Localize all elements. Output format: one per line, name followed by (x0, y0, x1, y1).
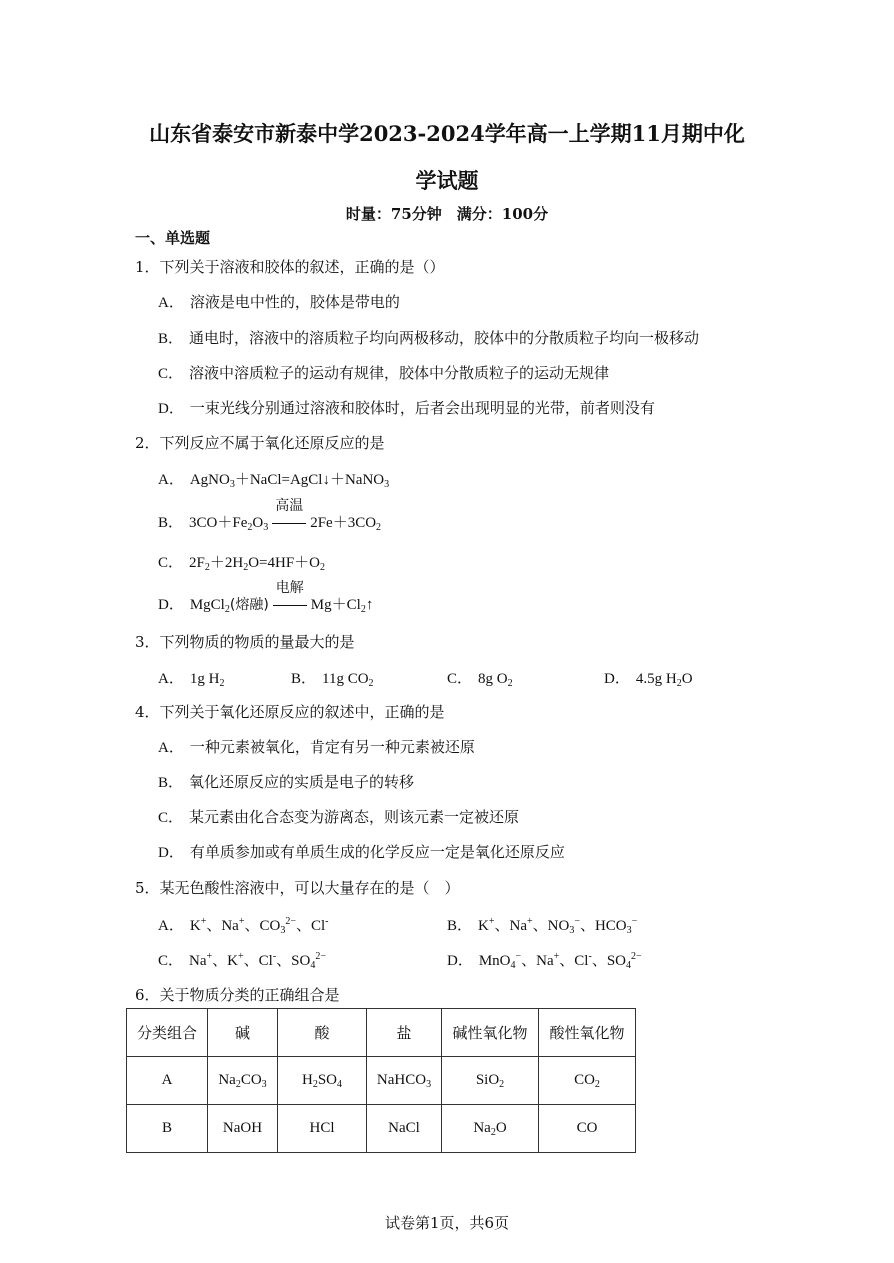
question-2-stem: 2．下列反应不属于氧化还原反应的是 (135, 434, 385, 452)
exam-meta: 时量：75分钟 满分：100分 (345, 205, 549, 223)
table-cell: $Na_2O$ (442, 1105, 539, 1153)
condition-high-temp: 高温 (272, 513, 306, 531)
question-3-stem: 3．下列物质的物质的量最大的是 (135, 633, 355, 651)
question-1-option-a: A． 溶液是电中性的，胶体是带电的 (158, 293, 400, 311)
table-cell: CO (539, 1105, 636, 1153)
table-cell: B (127, 1105, 208, 1153)
exam-title-line1: 山东省泰安市新泰中学2023-2024学年高一上学期11月期中化 (149, 121, 745, 146)
table-header-row (127, 1009, 636, 1057)
table-header-cell: 碱性氧化物 (442, 1009, 539, 1057)
exam-title-line2: 学试题 (415, 168, 479, 193)
page-footer: 试卷第1页，共6页 (384, 1214, 510, 1232)
section-heading: 一、单选题 (135, 229, 211, 247)
question-1-option-b: B． 通电时，溶液中的溶质粒子均向两极移动，胶体中的分散质粒子均向一极移动 (158, 329, 700, 347)
table-cell: NaOH (208, 1105, 278, 1153)
table-header-cell: 盐 (367, 1009, 442, 1057)
question-4-option-b: B． 氧化还原反应的实质是电子的转移 (158, 773, 415, 791)
table-cell: NaCl (367, 1105, 442, 1153)
table-cell: $H_2SO_4$ (278, 1057, 367, 1105)
table-row (127, 1105, 636, 1153)
table-cell: HCl (278, 1105, 367, 1153)
table-cell: $Na_2CO_3$ (208, 1057, 278, 1105)
table-header-cell: 酸 (278, 1009, 367, 1057)
table-header-cell: 碱 (208, 1009, 278, 1057)
question-5-option-d: D． MnO$_4$−、Na+、Cl-、$SO_4^{2-}$ (447, 951, 642, 971)
question-2-option-d: D． MgCl$_2$(熔融) 电解 $Mg+Cl_2↑$ (158, 580, 374, 615)
question-3-option-c: C． 8g $O_2$ (447, 671, 513, 689)
question-1-option-c: C． 溶液中溶质粒子的运动有规律，胶体中分散质粒子的运动无规律 (158, 364, 610, 382)
question-3-option-d: D． 4.5g $H_2O$ (604, 671, 693, 689)
question-4-option-a: A． 一种元素被氧化，肯定有另一种元素被还原 (158, 738, 475, 756)
table-header-cell: 分类组合 (127, 1009, 208, 1057)
question-1-stem: 1．下列关于溶液和胶体的叙述，正确的是（） (135, 258, 445, 276)
question-2-option-a: A． AgNO$_3$＋NaCl=AgCl↓＋NaNO$_3$ (158, 472, 390, 490)
table-row (127, 1057, 636, 1105)
question-1-option-d: D． 一束光线分别通过溶液和胶体时，后者会出现明显的光带，前者则没有 (158, 399, 655, 417)
question-2-option-b: B． $3CO+Fe_2O_3$ 高温 $2Fe+3CO_2$ (158, 498, 382, 533)
question-2-option-c: C． $2F_2+2H_2O=4HF+O_2$ (158, 555, 326, 573)
question-3-option-a: A． 1g $H_2$ (158, 671, 225, 689)
classification-table (126, 1008, 636, 1153)
table-header-cell: 酸性氧化物 (539, 1009, 636, 1057)
table-cell: A (127, 1057, 208, 1105)
question-5-option-b: B． K+、Na+、$NO_3^-$、$HCO_3^-$ (447, 916, 638, 936)
question-4-option-c: C． 某元素由化合态变为游离态，则该元素一定被还原 (158, 808, 520, 826)
table-cell: NaHCO$_3$ (367, 1057, 442, 1105)
question-5-option-c: C． Na+、K+、Cl-、$SO_4^{2-}$ (158, 951, 326, 971)
question-5-stem: 5．某无色酸性溶液中，可以大量存在的是（ ） (135, 879, 460, 897)
question-3-option-b: B． 11g $CO_2$ (291, 671, 374, 689)
condition-electrolysis: 电解 (273, 595, 307, 613)
question-4-option-d: D． 有单质参加或有单质生成的化学反应一定是氧化还原反应 (158, 843, 565, 861)
question-6-stem: 6．关于物质分类的正确组合是 (135, 986, 340, 1004)
table-cell: $CO_2$ (539, 1057, 636, 1105)
question-4-stem: 4．下列关于氧化还原反应的叙述中，正确的是 (135, 703, 445, 721)
table-cell: SiO$_2$ (442, 1057, 539, 1105)
question-5-option-a: A． K+、Na+、$CO_3^{2-}$、Cl- (158, 916, 329, 936)
